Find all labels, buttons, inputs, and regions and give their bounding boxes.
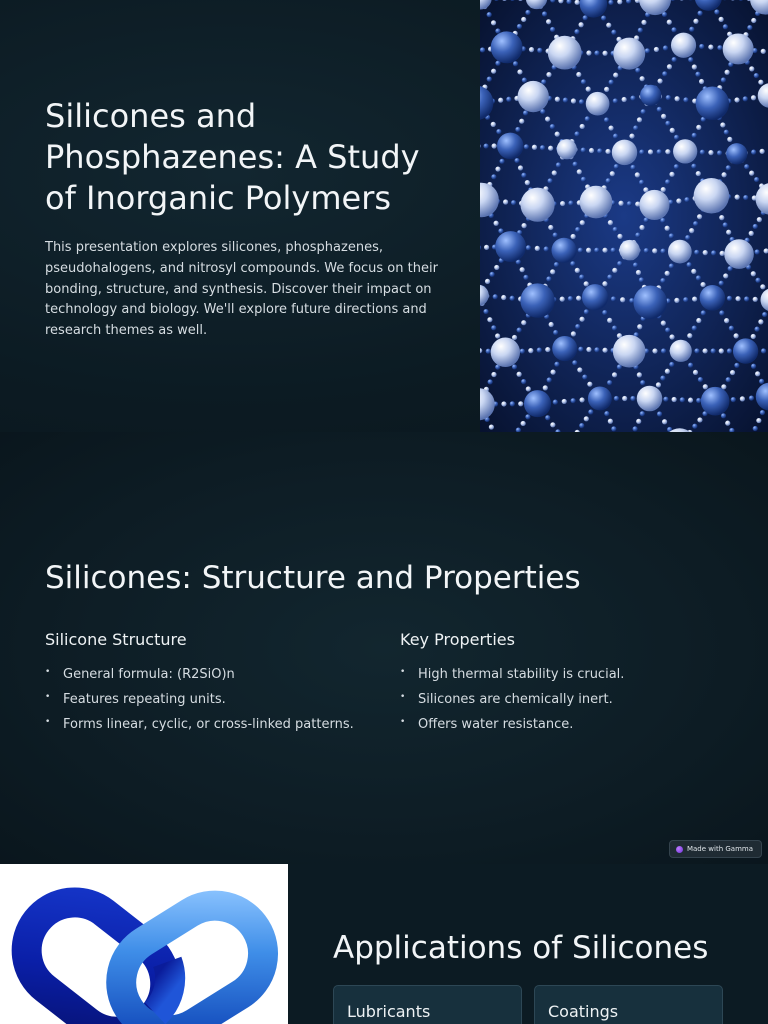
list-item: • General formula: (R2SiO)n xyxy=(45,667,375,683)
molecule-icon xyxy=(480,0,768,432)
column-heading: Key Properties xyxy=(400,630,515,649)
badge-label: Made with Gamma xyxy=(686,845,753,853)
list-item: • Silicones are chemically inert. xyxy=(400,692,730,708)
presentation-title: Silicones and Phosphazenes: A Study of Inorganic Polymers xyxy=(45,97,420,217)
list-item: • Features repeating units. xyxy=(45,692,375,708)
molecular-lattice-image xyxy=(480,0,768,432)
interlocking-chain-links-image xyxy=(0,864,288,1024)
column-heading: Silicone Structure xyxy=(45,630,187,649)
list-item: • Forms linear, cyclic, or cross-linked patterns. xyxy=(45,717,375,733)
made-with-gamma-badge[interactable] xyxy=(669,840,762,858)
title-slide xyxy=(0,0,768,432)
bullet-icon: • xyxy=(400,692,406,702)
structure-column xyxy=(45,630,375,742)
bullet-icon: • xyxy=(400,717,406,727)
bullet-list xyxy=(45,667,375,733)
applications-slide xyxy=(0,864,768,1024)
chain-links-icon xyxy=(0,864,288,1024)
bullet-icon: • xyxy=(45,692,51,702)
list-item: • High thermal stability is crucial. xyxy=(400,667,730,683)
structure-slide xyxy=(0,432,768,864)
bullet-icon: • xyxy=(45,717,51,727)
bullet-icon: • xyxy=(45,667,51,677)
gamma-logo-icon xyxy=(676,846,683,853)
properties-column xyxy=(400,630,730,742)
slide-title: Silicones: Structure and Properties xyxy=(45,560,581,596)
presentation-intro: This presentation explores silicones, phosphazenes, pseudohalogens, and nitrosyl compounds. We focus on their bonding, structure, and synthesis. Discover their impact on technology and biology. We'll explore future directions and research themes as well. xyxy=(45,240,438,339)
slide-title: Applications of Silicones xyxy=(333,930,709,966)
bullet-icon: • xyxy=(400,667,406,677)
list-item: • Offers water resistance. xyxy=(400,717,730,733)
bullet-list xyxy=(400,667,730,733)
application-card-lubricants: Lubricants xyxy=(333,985,522,1024)
application-card-coatings: Coatings xyxy=(534,985,723,1024)
